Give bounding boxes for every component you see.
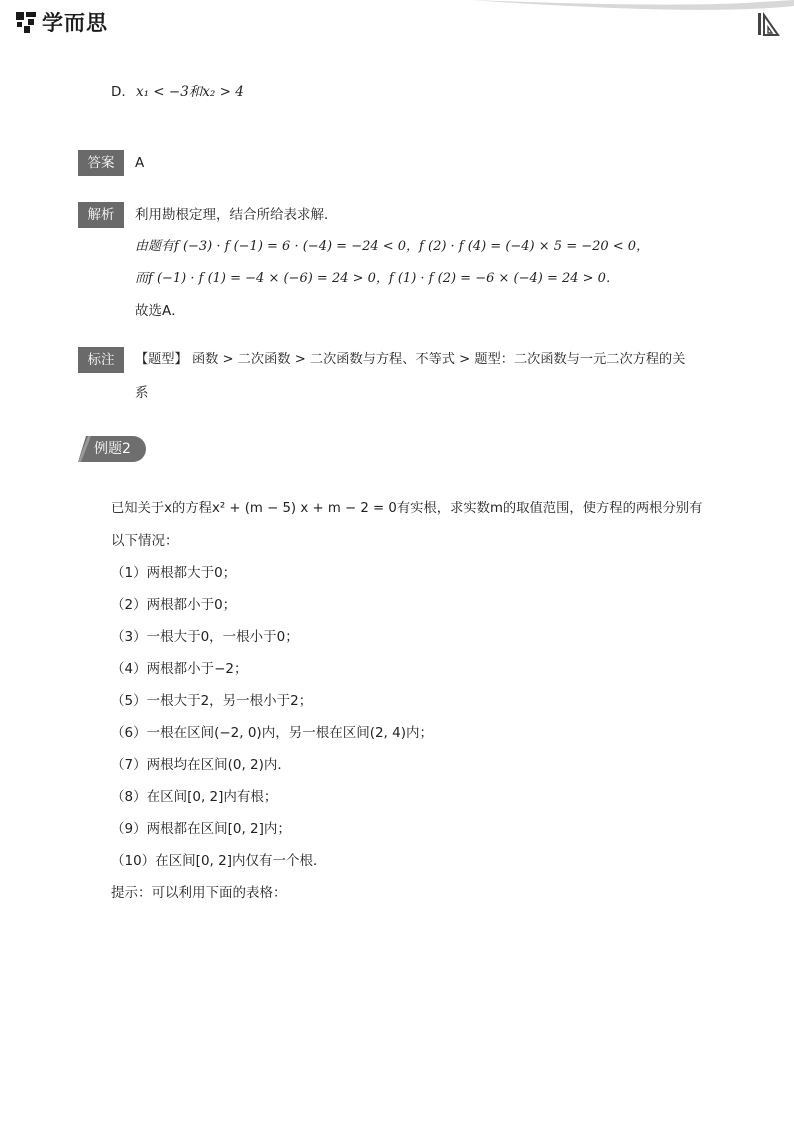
- annotation-line: 【题型】 函数 > 二次函数 > 二次函数与方程、不等式 > 题型：二次函数与一元二次方程的关: [135, 352, 686, 367]
- header-decoration: [0, 0, 794, 44]
- example-tab-label: 例题2: [94, 441, 131, 457]
- brand-logo-text: 学而思: [42, 11, 108, 35]
- example-item: （8）在区间[0, 2]内有根；: [111, 789, 278, 805]
- option-d-math: x₁ < −3和x₂ > 4: [135, 84, 244, 100]
- option-d-label: D.: [111, 84, 126, 100]
- example-item: （3）一根大于0，一根小于0；: [111, 629, 299, 645]
- annotation-line: 系: [135, 385, 149, 401]
- example-item: （4）两根都小于−2；: [111, 661, 248, 677]
- example-item: （6）一根在区间(−2, 0)内，另一根在区间(2, 4)内；: [111, 725, 433, 741]
- answer-tag: 答案: [78, 150, 124, 176]
- analysis-line: 而f (−1) · f (1) = −4 × (−6) = 24 > 0，f (1) · f (2) = −6 × (−4) = 24 > 0．: [135, 271, 619, 286]
- example-item: （1）两根都大于0；: [111, 565, 237, 581]
- annotation-tag: 标注: [78, 347, 124, 373]
- page-header: [0, 0, 794, 44]
- analysis-line: 利用勘根定理，结合所给表求解．: [135, 207, 338, 223]
- example-intro: 以下情况：: [111, 533, 179, 549]
- analysis-line: 由题有f (−3) · f (−1) = 6 · (−4) = −24 < 0，f (2) · f (4) = (−4) × 5 = −20 < 0，: [135, 239, 650, 254]
- analysis-line: 故选A．: [135, 303, 185, 319]
- ruler-triangle-icon: [755, 10, 783, 38]
- example-item: （7）两根均在区间(0, 2)内．: [111, 757, 291, 773]
- example-tab: [78, 436, 146, 462]
- example-item: （10）在区间[0, 2]内仅有一个根．: [111, 853, 327, 869]
- answer-value: A: [135, 155, 145, 171]
- example-intro: 已知关于x的方程x² + (m − 5) x + m − 2 = 0有实根，求实数m的取值范围，使方程的两根分别有: [111, 501, 703, 516]
- analysis-tag: 解析: [78, 202, 124, 228]
- brand-logo-mark-icon: [14, 9, 40, 35]
- example-item: （9）两根都在区间[0, 2]内；: [111, 821, 291, 837]
- brand-logo: [14, 8, 108, 36]
- example-item: （5）一根大于2，另一根小于2；: [111, 693, 313, 709]
- example-hint: 提示：可以利用下面的表格：: [111, 885, 287, 901]
- option-d: [111, 83, 244, 101]
- example-item: （2）两根都小于0；: [111, 597, 237, 613]
